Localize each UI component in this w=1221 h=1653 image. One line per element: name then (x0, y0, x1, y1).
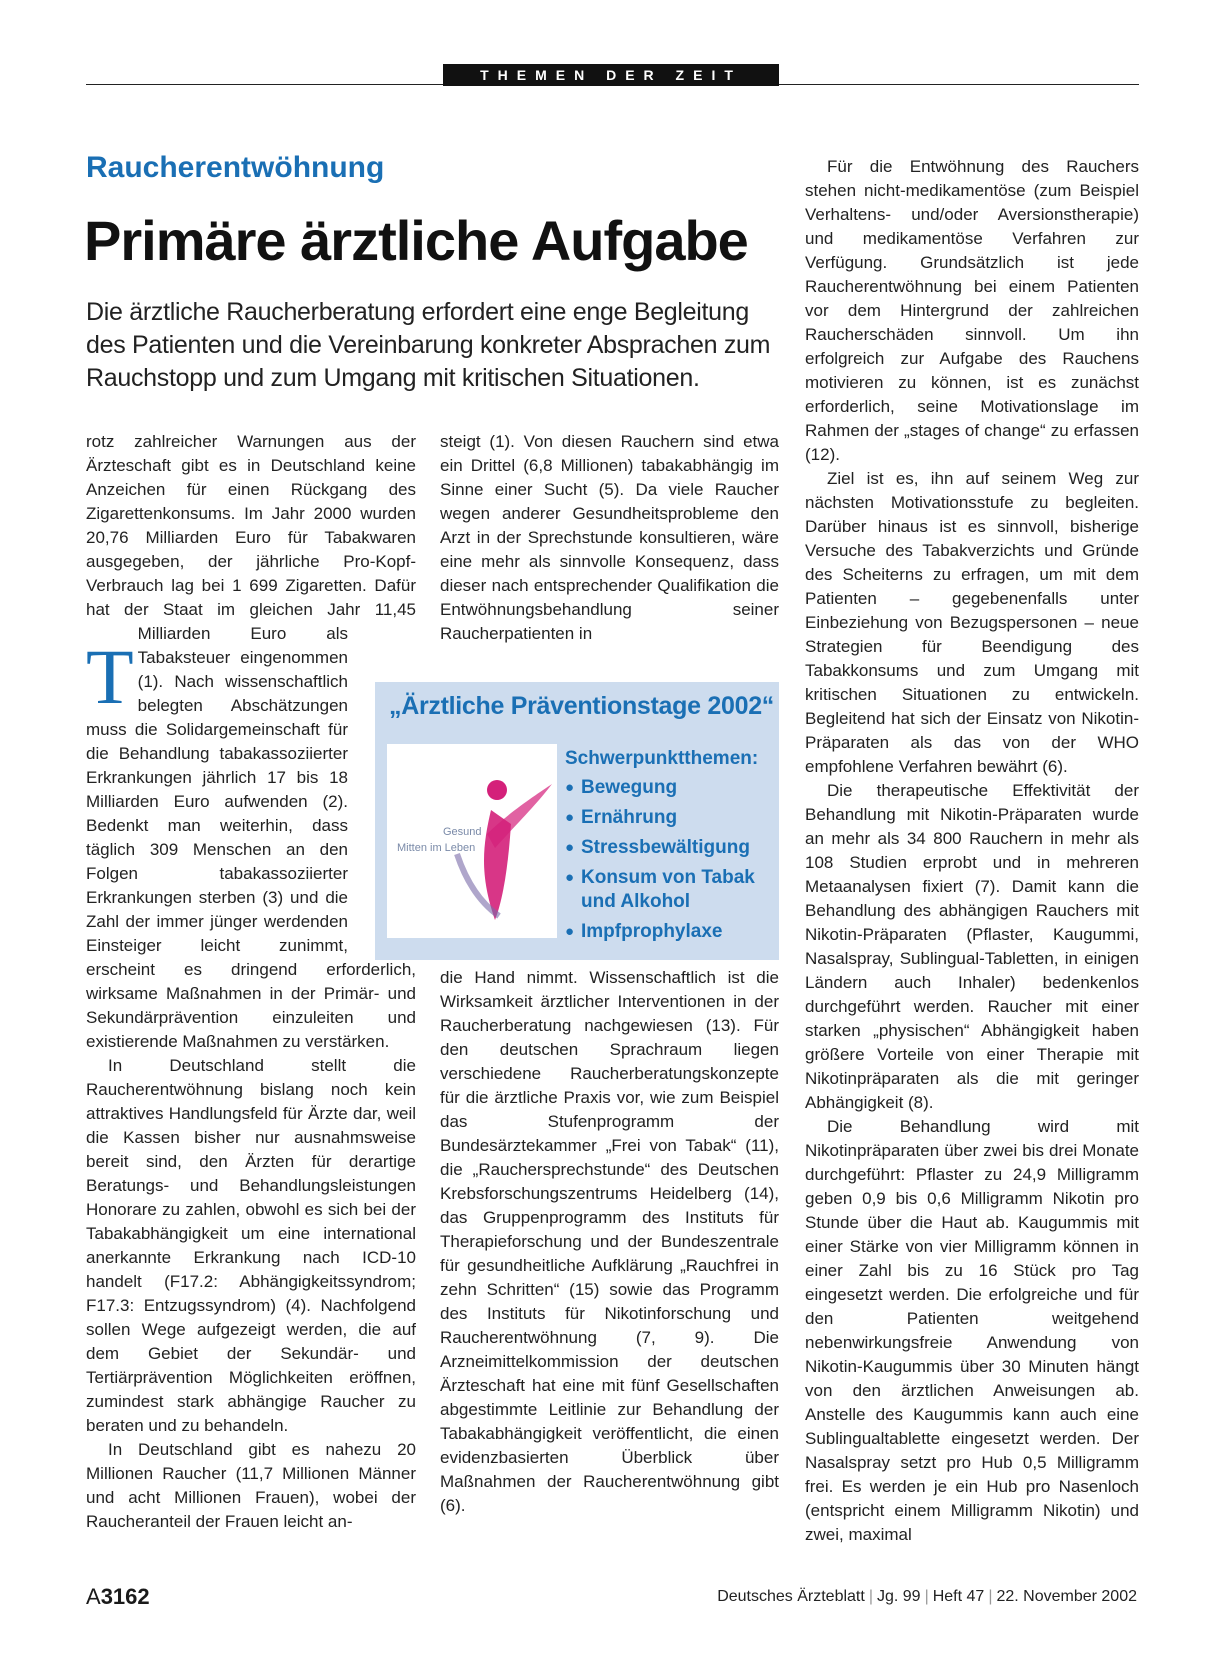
paragraph-text: rotz zahlreicher Warnungen aus der Ärzteschaft gibt es in Deutschland keine Anzeichen für einen Rückgang des Zigarettenkonsums. Im Jahr 2000 wurden 20,76 Milliarden Euro für Tabakwaren ausgegeben, der jährliche Pro-Kopf-Verbrauch lag bei 1 699 Zigaretten. Dafür hat der Staat im gleichen Jahr 11,45 Milliarden Euro als Tabaksteuer eingenommen (1). Nach wissenschaftlich belegten Abschätzungen muss die Solidargemeinschaft für die Behandlung tabakassoziierter Erkrankungen jährlich 17 bis 18 Milliarden Euro aufwenden (2). Bedenkt man weiterhin, dass täglich 309 Menschen an den Folgen tabakassoziierter Erkrankungen sterben (3) und die Zahl der immer jünger werdenden Einsteiger leicht zunimmt, erscheint es dringend erforderlich, wirksame Maßnahmen in der Primär- und Sekundärprävention einzuleiten und existierende Maßnahmen zu verstärken. (86, 432, 416, 1051)
paragraph: Ziel ist es, ihn auf seinem Weg zur nächsten Motivationsstufe zu begleiten. Darüber hinaus ist es sinnvoll, bisherige Versuche des Tabakverzichts und Gründe des Scheiterns zu erfragen, um mit dem Patienten – gegebenenfalls unter Einbeziehung von Bezugspersonen – neue Strategien für Beendigung des Tabakkonsums und zum Umgang mit kritischen Situationen zu entwickeln. Begleitend hat sich der Einsatz von Nikotin-Präparaten als das von der WHO empfohlene Verfahren bewährt (6). (805, 469, 1139, 776)
logo-text: Mitten im Leben (397, 842, 476, 854)
paragraph: Die Behandlung wird mit Nikotinpräparaten über zwei bis drei Monate durchgeführt: Pflaster zu 24,9 Milligramm geben 0,9 bis 0,6 Milligramm Nikotin pro Stunde über die Haut ab. Kaugummis mit einer Stärke von vier Milligramm können in einer Zahl bis zu 16 Stück pro Tag eingesetzt werden. Die erfolgreiche und für den Patienten weitgehend nebenwirkungsfreie Anwendung von Nikotin-Kaugummis über 30 Minuten hängt von den ärztlichen Anweisungen ab. Anstelle des Kaugummis kann auch eine Sublingualtablette eingesetzt werden. Der Nasalspray setzt pro Hub 0,5 Milligramm frei. Es werden je ein Hub pro Nasenloch (entspricht einem Milligramm Nikotin) und zwei, maximal (805, 1117, 1139, 1544)
journal-volume: Jg. 99 (876, 1588, 921, 1605)
info-box-title: „Ärztliche Präventionstage 2002“ (389, 692, 774, 720)
section-tag: THEMEN DER ZEIT (443, 64, 779, 86)
headline: Primäre ärztliche Aufgabe (84, 209, 748, 272)
page-prefix: A (86, 1584, 101, 1609)
paragraph: steigt (1). Von diesen Rauchern sind etwa ein Drittel (6,8 Millionen) tabakabhängig im Sinne einer Sucht (5). Da viele Raucher wegen anderer Gesundheitsprobleme den Arzt in der Sprechstunde konsultieren, wäre eine mehr als sinnvolle Konsequenz, dass dieser nach entsprechender Qualifikation die Entwöhnungsbehandlung seiner Raucherpatienten in (440, 432, 779, 643)
paragraph: In Deutschland gibt es nahezu 20 Millionen Raucher (11,7 Millionen Männer und acht Millionen Frauen), wobei der Raucheranteil der Frauen leicht an- (86, 1440, 416, 1531)
page-number (86, 1584, 150, 1610)
logo-graphic (387, 744, 557, 938)
journal-date: 22. November 2002 (996, 1588, 1137, 1605)
info-box (375, 682, 779, 960)
logo-text: Gesund (443, 826, 482, 838)
column-2-bottom (440, 966, 779, 1518)
paragraph: In Deutschland stellt die Raucherentwöhnung bislang noch kein attraktives Handlungsfeld für Ärzte dar, weil die Kassen bisher nur ausnahmsweise bereit sind, den Ärzten für derartige Beratungs- und Behandlungsleistungen Honorare zu zahlen, obwohl es sich bei der Tabakabhängigkeit um eine international anerkannte Erkrankung nach ICD-10 handelt (F17.2: Abhängigkeitssyndrom; F17.3: Entzugssyndrom) (4). Nachfolgend sollen Wege aufgezeigt werden, die auf dem Gebiet der Sekundär- und Tertiärprävention Möglichkeiten eröffnen, zumindest stark abhängige Raucher zu beraten und zu behandeln. (86, 1056, 416, 1435)
list-item: ● Konsum von Tabak und Alkohol (565, 866, 775, 914)
journal-issue: Heft 47 (932, 1588, 985, 1605)
column-1 (86, 430, 416, 1550)
drop-cap: T (86, 633, 134, 720)
column-3 (805, 155, 1139, 1547)
topic-list (565, 776, 775, 950)
list-item: ● Ernährung (565, 806, 775, 830)
journal-name: Deutsches Ärzteblatt (717, 1588, 865, 1605)
list-item: ● Impfprophylaxe (565, 920, 775, 944)
journal-footer: Deutsches Ärzteblatt | Jg. 99 | Heft 47 | 22. November 2002 (717, 1588, 1137, 1605)
info-box-subtitle: Schwerpunktthemen: (565, 748, 759, 769)
kicker: Raucherentwöhnung (86, 151, 385, 184)
campaign-logo (387, 744, 557, 938)
column-2-top (440, 430, 779, 646)
paragraph: Für die Entwöhnung des Rauchers stehen nicht-medikamentöse (zum Beispiel Verhaltens- und/oder Aversionstherapie) und medikamentöse Verfahren zur Verfügung. Grundsätzlich ist jede Raucherentwöhnung bei einem Patienten vor dem Hintergrund der zahlreichen Raucherschäden sinnvoll. Um ihn erfolgreich zur Aufgabe des Rauchens motivieren zu können, ist es zunächst erforderlich, seine Motivationslage im Rahmen der „stages of change“ zu erfassen (12). (805, 157, 1139, 464)
list-item: ● Stressbewältigung (565, 836, 775, 860)
page-number-value: 3162 (100, 1584, 150, 1609)
paragraph: die Hand nimmt. Wissenschaftlich ist die Wirksamkeit ärztlicher Interventionen in der Raucherberatung nachgewiesen (13). Für den deutschen Sprachraum liegen verschiedene Raucherberatungskonzepte für die ärztliche Praxis vor, wie zum Beispiel das Stufenprogramm der Bundesärztekammer „Frei von Tabak“ (11), die „Rauchersprechstunde“ des Deutschen Krebsforschungszentrums Heidelberg (14), das Gruppenprogramm des Instituts für Therapieforschung und der Bundeszentrale für gesundheitliche Aufklärung „Rauchfrei in zehn Schritten“ (15) sowie das Programm des Instituts für Nikotinforschung und Raucherentwöhnung (7, 9). Die Arzneimittelkommission der deutschen Ärzteschaft hat eine mit fünf Gesellschaften abgestimmte Leitlinie zur Behandlung der Tabakabhängigkeit veröffentlicht, die einen evidenzbasierten Überblick über Maßnahmen der Raucherentwöhnung gibt (6). (440, 968, 779, 1515)
paragraph: Die therapeutische Effektivität der Behandlung mit Nikotin-Präparaten wurde an mehr als 34 800 Rauchern in mehr als 108 Studien erprobt und in mehreren Metaanalysen fixiert (7). Damit kann die Behandlung des abhängigen Rauchers mit Nikotin-Präparaten (Pflaster, Kaugummi, Nasalspray, Sublingual-Tabletten, in einigen Ländern auch Inhaler) bedenkenlos durchgeführt werden. Raucher mit einer starken „physischen“ Abhängigkeit haben größere Vorteile von einer Therapie mit Nikotinpräparaten als die mit geringer Abhängigkeit (8). (805, 781, 1139, 1112)
lead-paragraph: Die ärztliche Raucherberatung erfordert eine enge Begleitung des Patienten und die Vereinbarung konkreter Absprachen zum Rauchstopp und zum Umgang mit kritischen Situationen. (86, 298, 771, 392)
list-item: ● Bewegung (565, 776, 775, 800)
